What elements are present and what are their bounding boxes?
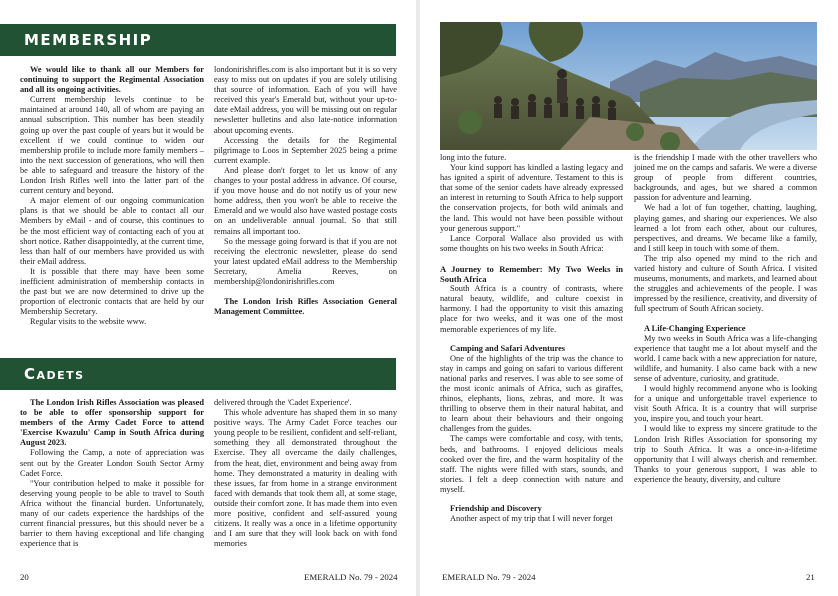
membership-intro: We would like to thank all our Members for continuing to support the Regimental Association and all its ongoing activities. (20, 65, 204, 95)
membership-heading-banner (0, 24, 396, 56)
article-paragraph: Another aspect of my trip that I will never forget (450, 514, 613, 524)
membership-column-1 (20, 65, 204, 327)
cadets-paragraph: "Your contribution helped to make it possible for deserving young people to be able to travel to South Africa without the financial burden. Unfortunately, many of our cadets experience the hardships of the current financial pressures, but this should never be a barrier to them having exceptional and life changing experience that is (20, 478, 204, 549)
photo-illustration (440, 22, 817, 150)
cadets-landscape-photo (440, 22, 817, 150)
article-paragraph: The camps were comfortable and cosy, with tents, beds, and bathrooms. I enjoyed delicious meals cooked over the fire, and the warm hospitality of the staff. The nights were filled with stars, sounds, and stories. I felt a deep connection with nature and myself. (440, 434, 623, 494)
page-number-right: 21 (806, 572, 815, 582)
left-page (0, 0, 416, 596)
membership-heading: MEMBERSHIP (24, 31, 153, 49)
article-paragraph: The trip also opened my mind to the rich and varied history and culture of South Africa. I visited museums, monuments, and markets, and learned about the struggles and achievements of the people. I was impressed by the resilience, creativity, and diversity of full spectrum of South African society. (634, 253, 817, 314)
article-paragraph: I would highly recommend anyone who is looking for a unique and unforgettable travel experience to visit South Africa. It is a country that will surprise you, inspire you, and touch your heart. (634, 384, 817, 424)
article-paragraph: My two weeks in South Africa was a life-changing experience that taught me a lot about myself and the world. I came back with a new appreciation for nature, wildlife, and humanity. I also came back with a new sense of adventure, curiosity, and gratitude. (634, 333, 817, 383)
article-column-1 (440, 153, 623, 524)
section-heading-life-changing: A Life-Changing Experience (644, 323, 746, 333)
membership-paragraph: So the message going forward is that if you are not receiving the electronic newsletter, please do send your latest updated eMail address to the Membership Secretary, Amelia Reeves, on membership@londonirishrifles.com (214, 236, 397, 286)
cadets-column-1 (20, 398, 204, 549)
membership-paragraph: It is possible that there may have been some inefficient administration of membership contacts in the past but we are now determined to drive up the proportion of electronic contacts that are held by our Membership Secretary. (20, 266, 204, 317)
membership-paragraph: londonirishrifles.com is also important but it is so very easy to miss out on updates if you are solely utilising that source of information. Each of you will have received this year's Emerald but, without your up-to-date eMail address, you will be missing out on regular newsletter bulletins and also late-notice information about upcoming events. (214, 65, 397, 135)
membership-paragraph: Regular visits to the website www. (30, 317, 147, 327)
article-paragraph: South Africa is a country of contrasts, where natural beauty, wildlife, and culture coexist in harmony. I had the opportunity to visit this amazing place for two weeks, and it was one of the most memorable experiences of my life. (440, 284, 623, 334)
article-paragraph: long into the future. (440, 153, 507, 162)
cadets-paragraph: This whole adventure has shaped them in so many positive ways. The Army Cadet Force teaches our young people to be resilient, confident and self-reliant, something they all demonstrated throughout the Exercise. They all overcame the daily challenges, from the heat, diet, environment and being away from home. They demonstrated a maturity in dealing with these issues, far from home in a strange environment faced with demands that took them all, at some stage, outside their comfort zone. It has made them into even more positive, confident and self-assured young citizens. It really was a once in a lifetime opportunity and I am sure that they will look back on with fond memories (214, 408, 397, 549)
article-paragraph: I would like to express my sincere gratitude to the London Irish Rifles Association for sponsoring my trip to South Africa. It was a once-in-a-lifetime opportunity that I will always cherish and remember. Thanks to your generous support, I was able to experience the beauty, diversity, and culture (634, 424, 817, 484)
right-page (420, 0, 838, 596)
article-paragraph: One of the highlights of the trip was the chance to stay in camps and going on safari to various different national parks and reserves. I was able to see some of the most iconic animals of Africa, such as giraffes, rhinos, elephants, lions, zebras, and more. It was thrilling to observe them in their natural habitat, and to learn about their behaviours and their ongoing challenges from the guides. (440, 353, 623, 434)
article-paragraph: We had a lot of fun together, chatting, laughing, playing games, and sharing our experiences. We also learned a lot from each other, about our cultures, perspectives, and dreams. We became like a family, and I still keep in touch with some of them. (634, 203, 817, 253)
membership-signoff: The London Irish Rifles Association General Management Committee. (214, 297, 397, 317)
article-paragraph: Lance Corporal Wallace also provided us with some thoughts on his two weeks in South Africa: (440, 233, 623, 253)
membership-paragraph: Accessing the details for the Regimental pilgrimage to Loos in September 2025 being a prime current example. (214, 135, 397, 165)
membership-paragraph: Current membership levels continue to be maintained at around 140, all of whom are paying an annual subscription. This number has been steadily going up over the past couple of years but it would be excellent if we could continue to widen our membership profile to include more family members – into the next succession of generations, who will then be able to safeguard and treasure the history of the London Irish Rifles well into the latter part of the current century and beyond. (20, 95, 204, 196)
membership-column-2 (214, 65, 397, 317)
membership-paragraph: And please don't forget to let us know of any changes to your postal address in advance. Of course, if you move house and do not notify us of your new home address, then you won't be able to receive the Emerald and we would also have wasted postage costs on an undeliverable annual journal. So that still remains all important too. (214, 165, 397, 236)
cadets-column-2 (214, 398, 397, 549)
cadets-heading: Cadets (24, 365, 85, 383)
cadets-paragraph: delivered through the 'Cadet Experience'. (214, 398, 352, 407)
article-title: A Journey to Remember: My Two Weeks in South Africa (440, 263, 623, 285)
cadets-paragraph: Following the Camp, a note of appreciation was sent out by the Greater London South Sector Army Cadet Force. (20, 448, 204, 478)
page-number-left: 20 (20, 572, 29, 582)
journal-footer-right: EMERALD No. 79 - 2024 (442, 572, 536, 582)
journal-footer-left: EMERALD No. 79 - 2024 (304, 572, 398, 582)
section-heading-friendship: Friendship and Discovery (450, 504, 542, 513)
cadets-heading-banner (0, 358, 396, 390)
article-column-2 (634, 153, 817, 485)
section-heading-camping: Camping and Safari Adventures (450, 343, 566, 353)
membership-paragraph: A major element of our ongoing communication plans is that we should be able to contact all our Members by eMail - and of course, this continues to be the most efficient way of contacting each of you at short notice. Rather disappointedly, at the current time, less than half of our members have provided us with their eMail address. (20, 196, 204, 266)
article-paragraph: Your kind support has kindled a lasting legacy and has ignited a spirit of adventure. Testament to this is that some of the senior cadets have already expressed an interest in returning to South Africa to help support the conservation projects, for both wild animals and the land. This would not have been possible without your generous support." (440, 163, 623, 233)
article-paragraph: is the friendship I made with the other travellers who joined me on the camps and safaris. We were a diverse group of people from different countries, backgrounds, and ages, but we shared a common passion for adventure and learning. (634, 153, 817, 203)
cadets-intro: The London Irish Rifles Association was pleased to be able to offer sponsorship support for members of the Army Cadet Force to attend 'Exercise Kwazulu' Camp in South Africa during August 2023. (20, 398, 204, 448)
